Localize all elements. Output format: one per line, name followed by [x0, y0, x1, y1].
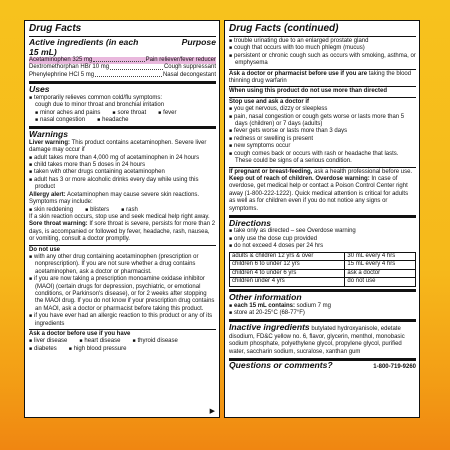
phone-number: 1-800-719-9260: [373, 363, 416, 370]
directions-heading: Directions: [229, 217, 272, 228]
uses-row: ■ minor aches and pains ■ sore throat ■ fever: [29, 110, 216, 117]
uses-item: cough due to minor throat and bronchial irritation: [35, 102, 165, 109]
continue-arrow-icon: ▶: [209, 407, 215, 415]
stop-use-item: ■ you get nervous, dizzy or sleepless: [229, 106, 416, 113]
questions-row: [229, 359, 416, 371]
stop-use-item: ■ fever gets worse or lasts more than 3 days: [229, 128, 416, 135]
liver-item: ■ adult takes more than 4,000 mg of acetaminophen in 24 hours: [29, 155, 216, 162]
pregnancy-warning: If pregnant or breast-feeding, ask a health professional before use.: [229, 168, 413, 175]
allergy-symptoms: ■ skin reddening ■ blisters ■ rash: [29, 207, 216, 214]
sore-throat-warning: Sore throat warning: If sore throat is severe, persists for more than 2 days, is accompanied or followed by fever, headache, rash, nausea, or vomiting, consult a doctor promptly.: [29, 221, 216, 243]
ask-doctor-row: ■ liver disease ■ heart disease ■ thyroid disease: [29, 338, 216, 345]
uses-heading: Uses: [29, 84, 50, 95]
uses-intro: ■ temporarily relieves common cold/flu symptoms:: [29, 95, 216, 102]
allergy-alert: Allergy alert: Acetaminophen may cause severe skin reactions. Symptoms may include:: [29, 191, 200, 206]
stop-use-item: ■ new symptoms occur: [229, 143, 416, 150]
ask-doctor-item: ■ cough that occurs with too much phlegm (mucus): [229, 45, 416, 52]
dosage-table: [229, 252, 416, 287]
ingredient-row: Acetaminophen 325 mg Pain reliever/fever reducer: [29, 57, 216, 63]
do-not-use-item: ■ if you are now taking a prescription monoamine oxidase inhibitor (MAOI) (certain drugs for depression, psychiatric, or emotional conditions, or Parkinson's disease), or for 2 weeks after stopping the MAOI drug. If you do not know if your prescription drug contains an MAOI, ask a doctor or pharmacist before taking this product.: [29, 276, 216, 313]
inactive-ingredients: Inactive ingredients butylated hydroxyanisole, edetate disodium, FD&C yellow no. 6, flavor, glycerin, menthol, monobasic sodium phosphate, polyethylene glycol, propylene glycol, purified water, saccharin sodium, sucralose, xanthan gum: [229, 322, 405, 355]
uses-row: ■ nasal congestion ■ headache: [29, 117, 216, 124]
when-using-heading: When using this product do not use more than directed: [229, 88, 388, 95]
stop-use-heading: Stop use and ask a doctor if: [229, 98, 310, 105]
overdose-warning: Keep out of reach of children. Overdose warning: In case of overdose, get medical help or contact a Poison Control Center right away (1-800-222-1222). Quick medical attention is critical for adults as well as for children even if you do not notice any signs or symptoms.: [229, 175, 409, 212]
drug-facts-panel-left: [24, 20, 220, 418]
purpose-heading: Purpose: [181, 37, 216, 47]
ask-doctor-item: ■ trouble urinating due to an enlarged prostate gland: [229, 38, 416, 45]
questions-label: Questions or comments?: [229, 359, 333, 370]
liver-warning: Liver warning: This product contains acetaminophen. Severe liver damage may occur if: [29, 139, 207, 154]
directions-item: ■ only use the dose cup provided: [229, 236, 416, 243]
table-row: children 6 to under 12 yrs 15 mL every 4 hrs: [230, 261, 416, 270]
ingredient-row: Phenylephrine HCl 5 mg Nasal decongestant: [29, 71, 216, 78]
liver-item: ■ adult has 3 or more alcoholic drinks every day while using this product: [29, 177, 216, 192]
ask-pharmacist: Ask a doctor or pharmacist before use if you are taking the blood thinning drug warfarin: [229, 70, 412, 85]
stop-use-item: ■ redness or swelling is present: [229, 136, 416, 143]
stop-use-item: ■ pain, nasal congestion or cough gets worse or lasts more than 5 days (children) or 7 days (adults): [229, 114, 416, 129]
other-info-item: ■ each 15 mL contains: sodium 7 mg: [229, 303, 416, 310]
allergy-after: If a skin reaction occurs, stop use and seek medical help right away.: [29, 213, 210, 220]
liver-item: ■ taken with other drugs containing acetaminophen: [29, 169, 216, 176]
ask-doctor-item: ■ persistent or chronic cough such as occurs with smoking, asthma, or emphysema: [229, 53, 416, 68]
drug-facts-title: Drug Facts: [29, 23, 82, 34]
active-ingredients-header: [29, 38, 216, 57]
other-information-heading: Other information: [229, 292, 302, 303]
directions-item: ■ do not exceed 4 doses per 24 hrs: [229, 243, 416, 250]
ask-doctor-heading: Ask a doctor before use if you have: [29, 331, 131, 337]
table-row: adults & children 12 yrs & over 30 mL every 4 hrs: [230, 252, 416, 261]
drug-facts-continued-title: Drug Facts (continued): [229, 23, 339, 34]
directions-item: ■ take only as directed – see Overdose warning: [229, 228, 416, 235]
ask-doctor-row: ■ diabetes ■ high blood pressure: [29, 346, 216, 353]
ingredient-row: Dextromethorphan HBr 10 mg Cough suppressant: [29, 64, 216, 71]
warnings-heading: Warnings: [29, 129, 68, 140]
table-row: children under 4 yrs do not use: [230, 278, 416, 287]
do-not-use-heading: Do not use: [29, 246, 60, 253]
do-not-use-item: ■ if you have ever had an allergic reaction to this product or any of its ingredients: [29, 313, 216, 328]
other-info-item: ■ store at 20-25°C (68-77°F): [229, 310, 416, 317]
table-row: children 4 to under 6 yrs ask a doctor: [230, 269, 416, 278]
drug-facts-panel-right: [224, 20, 420, 418]
do-not-use-item: ■ with any other drug containing acetaminophen (prescription or nonprescription). If you are not sure whether a drug contains acetaminophen, ask a doctor or pharmacist.: [29, 254, 216, 276]
liver-item: ■ child takes more than 5 doses in 24 hours: [29, 162, 216, 169]
active-ingredients-heading: Active ingredients (in each 15 mL): [29, 37, 139, 57]
stop-use-item: ■ cough comes back or occurs with rash or headache that lasts. These could be signs of a serious condition.: [229, 151, 416, 166]
